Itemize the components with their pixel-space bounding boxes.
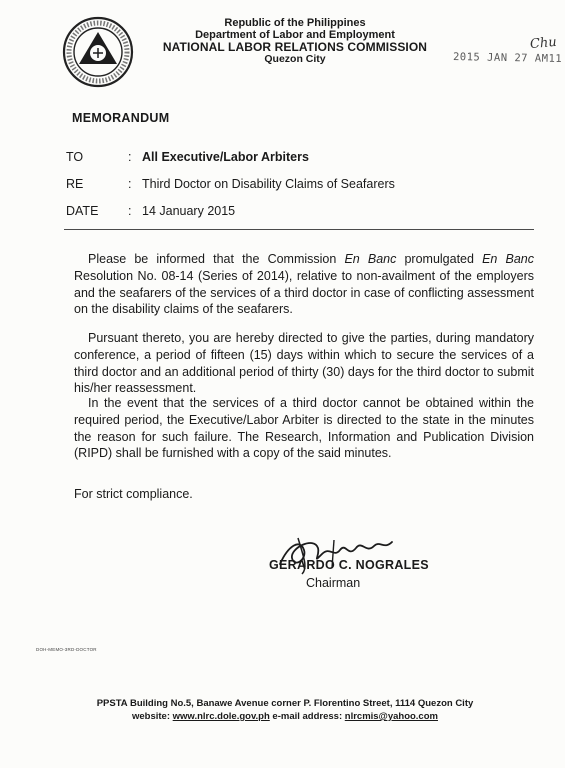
- to-label: TO: [66, 150, 84, 164]
- closing-line: [74, 486, 534, 503]
- re-colon: :: [128, 177, 132, 191]
- memo-title: MEMORANDUM: [72, 111, 170, 125]
- letterhead-city: Quezon City: [264, 52, 326, 65]
- body-paragraph-1: [74, 251, 534, 318]
- to-colon: :: [128, 150, 132, 164]
- re-label: RE: [66, 177, 84, 191]
- p3-text: In the event that the services of a third doctor cannot be obtained within the required period, the Executive/Labor Arbiter is directed to the state in the minutes the reason for such failure. The Research, Information and Publication Division (RIPD) shall be furnished with a copy of the said minutes.: [74, 396, 534, 461]
- received-initials: Chu: [529, 34, 558, 53]
- email-label: e-mail address:: [269, 711, 345, 722]
- letterhead-department: Department of Labor and Employment: [195, 28, 395, 41]
- nlrc-seal-icon: [62, 16, 134, 88]
- memo-to-row: [66, 150, 309, 164]
- date-colon: :: [128, 204, 132, 218]
- body-paragraph-3: [74, 395, 534, 462]
- p1-text-a: Please be informed that the Commission: [88, 252, 345, 266]
- to-value: All Executive/Labor Arbiters: [142, 150, 309, 164]
- footer-contact: [60, 710, 510, 723]
- website-label: website:: [132, 711, 173, 722]
- signatory-title: Chairman: [306, 576, 361, 590]
- memo-re-row: [66, 177, 395, 191]
- re-value: Third Doctor on Disability Claims of Seafarers: [142, 177, 395, 191]
- file-reference: DOH-MEMO-3RD-DOCTOR: [36, 647, 97, 652]
- p1-en-banc-1: En Banc: [344, 252, 397, 266]
- body-paragraph-2: [74, 330, 534, 397]
- email-link[interactable]: nlrcmis@yahoo.com: [344, 711, 438, 722]
- signatory-name: GERARDO C. NOGRALES: [269, 558, 429, 572]
- p1-text-c: Resolution No. 08-14 (Series of 2014), relative to non-availment of the employers and the seafarers of the services of a third doctor in case of conflicting assessment on the disability claims of the seafarers.: [74, 268, 534, 317]
- footer: [60, 697, 510, 723]
- header-divider: [64, 229, 534, 230]
- letterhead-agency: NATIONAL LABOR RELATIONS COMMISSION: [162, 40, 428, 55]
- received-date-stamp: 2015 JAN 27 AM11: [452, 51, 563, 65]
- memo-date-row: [66, 204, 235, 218]
- date-value: 14 January 2015: [142, 204, 236, 218]
- p4-text: For strict compliance.: [74, 487, 193, 501]
- footer-address: PPSTA Building No.5, Banawe Avenue corner P. Florentino Street, 1114 Quezon City: [96, 698, 474, 709]
- letterhead: [140, 18, 450, 65]
- p2-text: Pursuant thereto, you are hereby directed to give the parties, during mandatory conference, a period of fifteen (15) days within which to secure the services of a third doctor and an additional period of thirty (30) days for the third doctor to submit his/her reassessment.: [74, 331, 534, 396]
- date-label: DATE: [66, 204, 99, 218]
- website-link[interactable]: www.nlrc.dole.gov.ph: [172, 711, 270, 722]
- p1-text-b: promulgated: [396, 252, 483, 266]
- p1-en-banc-2: En Banc: [482, 252, 534, 266]
- letterhead-country: Republic of the Philippines: [224, 17, 366, 29]
